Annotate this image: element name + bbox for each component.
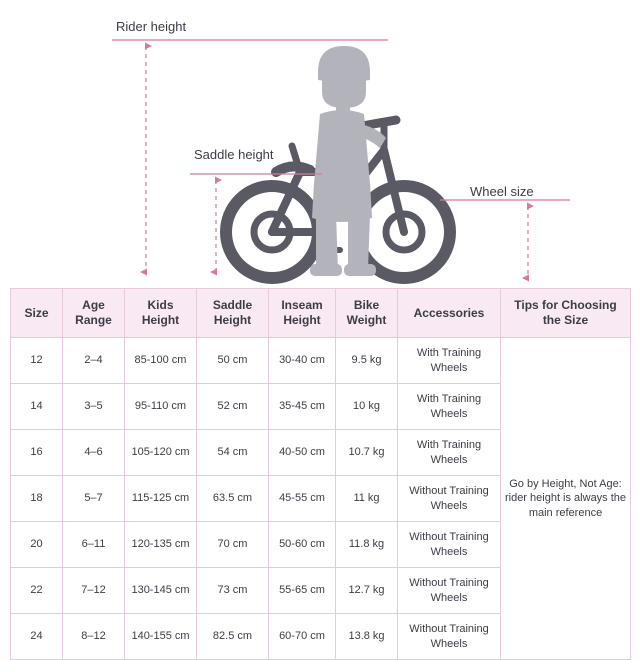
table-header-row — [11, 289, 631, 338]
header-bike-weight: Bike Weight — [336, 289, 398, 338]
cell-size: 18 — [11, 476, 63, 522]
cell-accessories: Without Training Wheels — [398, 522, 501, 568]
cell-saddle-height: 82.5 cm — [197, 614, 269, 660]
cell-kids-height: 120-135 cm — [125, 522, 197, 568]
cell-accessories: With Training Wheels — [398, 338, 501, 384]
cell-age-range: 6–11 — [63, 522, 125, 568]
cell-age-range: 5–7 — [63, 476, 125, 522]
cell-inseam-height: 60-70 cm — [269, 614, 336, 660]
cell-bike-weight: 9.5 kg — [336, 338, 398, 384]
cell-bike-weight: 13.8 kg — [336, 614, 398, 660]
header-inseam-height: Inseam Height — [269, 289, 336, 338]
cell-tips: Go by Height, Not Age: rider height is always the main reference — [501, 338, 631, 660]
cell-kids-height: 140-155 cm — [125, 614, 197, 660]
cell-saddle-height: 50 cm — [197, 338, 269, 384]
cell-inseam-height: 30-40 cm — [269, 338, 336, 384]
cell-inseam-height: 50-60 cm — [269, 522, 336, 568]
cell-accessories: Without Training Wheels — [398, 476, 501, 522]
header-size: Size — [11, 289, 63, 338]
cell-age-range: 3–5 — [63, 384, 125, 430]
illustration-area — [0, 0, 640, 288]
cell-age-range: 7–12 — [63, 568, 125, 614]
cell-saddle-height: 73 cm — [197, 568, 269, 614]
cell-saddle-height: 63.5 cm — [197, 476, 269, 522]
cell-size: 12 — [11, 338, 63, 384]
size-table — [10, 288, 631, 660]
header-age-range: Age Range — [63, 289, 125, 338]
cell-saddle-height: 70 cm — [197, 522, 269, 568]
cell-bike-weight: 11 kg — [336, 476, 398, 522]
cell-kids-height: 95-110 cm — [125, 384, 197, 430]
cell-accessories: With Training Wheels — [398, 430, 501, 476]
wheel-size-label: Wheel size — [470, 184, 534, 199]
cell-inseam-height: 55-65 cm — [269, 568, 336, 614]
cell-saddle-height: 54 cm — [197, 430, 269, 476]
cell-size: 16 — [11, 430, 63, 476]
cell-age-range: 4–6 — [63, 430, 125, 476]
cell-kids-height: 105-120 cm — [125, 430, 197, 476]
header-kids-height: Kids Height — [125, 289, 197, 338]
bike-and-child-diagram — [0, 0, 640, 288]
header-saddle-height: Saddle Height — [197, 289, 269, 338]
cell-kids-height: 85-100 cm — [125, 338, 197, 384]
cell-accessories: Without Training Wheels — [398, 614, 501, 660]
table-row — [11, 338, 631, 384]
header-tips: Tips for Choosing the Size — [501, 289, 631, 338]
cell-size: 22 — [11, 568, 63, 614]
header-accessories: Accessories — [398, 289, 501, 338]
cell-size: 14 — [11, 384, 63, 430]
cell-bike-weight: 10 kg — [336, 384, 398, 430]
cell-bike-weight: 11.8 kg — [336, 522, 398, 568]
cell-saddle-height: 52 cm — [197, 384, 269, 430]
cell-accessories: With Training Wheels — [398, 384, 501, 430]
rider-height-label: Rider height — [116, 19, 187, 34]
cell-bike-weight: 12.7 kg — [336, 568, 398, 614]
size-table-wrapper — [10, 288, 630, 660]
cell-size: 20 — [11, 522, 63, 568]
cell-bike-weight: 10.7 kg — [336, 430, 398, 476]
cell-inseam-height: 45-55 cm — [269, 476, 336, 522]
cell-kids-height: 115-125 cm — [125, 476, 197, 522]
cell-accessories: Without Training Wheels — [398, 568, 501, 614]
cell-age-range: 8–12 — [63, 614, 125, 660]
cell-inseam-height: 40-50 cm — [269, 430, 336, 476]
cell-size: 24 — [11, 614, 63, 660]
saddle-height-label: Saddle height — [194, 147, 274, 162]
cell-age-range: 2–4 — [63, 338, 125, 384]
cell-inseam-height: 35-45 cm — [269, 384, 336, 430]
cell-kids-height: 130-145 cm — [125, 568, 197, 614]
